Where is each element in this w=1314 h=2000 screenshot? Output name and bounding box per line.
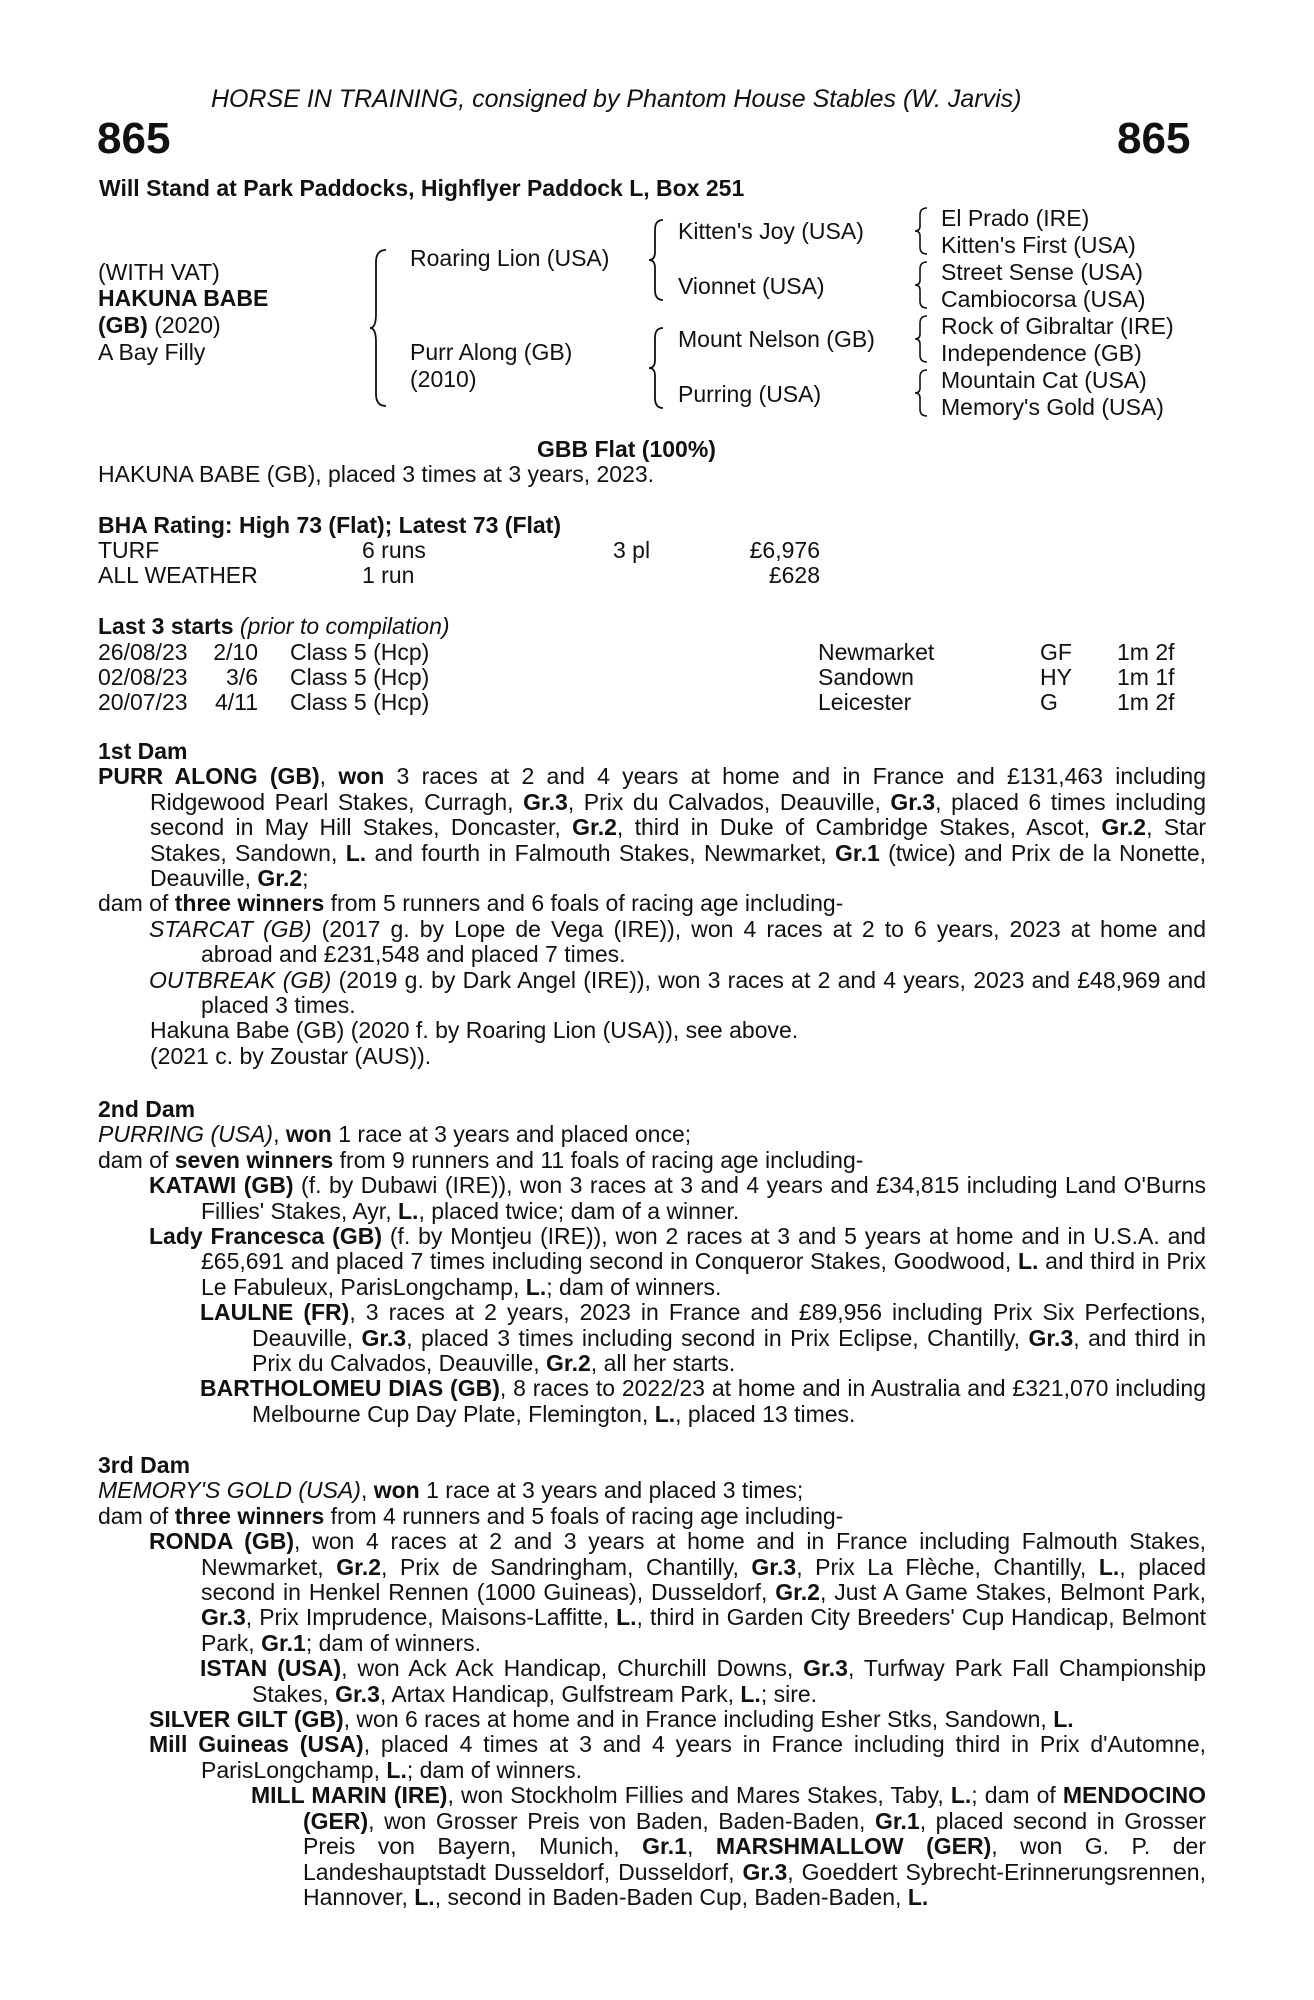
pedigree-g8: Memory's Gold (USA) xyxy=(941,394,1164,420)
pedigree-g1: El Prado (IRE) xyxy=(941,205,1090,231)
produce-name: MARSHMALLOW (GER) xyxy=(715,1833,992,1860)
produce-mill-guineas xyxy=(98,1732,1206,1783)
start-position: 2/10 xyxy=(213,639,258,665)
produce-lady-francesca xyxy=(98,1224,1206,1300)
horse-country-year xyxy=(98,313,221,338)
record-text: ; xyxy=(302,865,309,892)
consignor-line: HORSE IN TRAINING, consigned by Phantom House Stables (W. Jarvis) xyxy=(211,85,1022,113)
grade-label: Gr.3 xyxy=(890,788,936,815)
grade-label: Gr.3 xyxy=(335,1680,380,1707)
record-text: , won G. P. der Landeshauptstadt Dusseldorf, Dusseldorf, xyxy=(303,1833,1207,1885)
grade-label: Gr.3 xyxy=(361,1324,407,1351)
pedigree-dam-sire: Mount Nelson (GB) xyxy=(678,326,875,352)
start-going: GF xyxy=(1040,639,1072,665)
record-text: 3 races at 2 and 4 years at home and in France and £131,463 including Ridgewood Pearl Stakes, Curragh, xyxy=(150,763,1207,815)
horse-country: (GB) xyxy=(98,312,148,338)
first-dam-produce-summary xyxy=(98,891,1206,916)
lot-number-right: 865 xyxy=(1117,114,1191,163)
grade-label: Gr.2 xyxy=(572,814,617,841)
third-dam-section xyxy=(98,1453,1206,1910)
produce-name: LAULNE (FR) xyxy=(200,1299,350,1326)
produce-name: MENDOCINO (GER) xyxy=(303,1782,1206,1834)
gbb-flat: GBB Flat (100%) xyxy=(537,436,716,462)
record-text: , won Ack Ack Handicap, Churchill Downs, xyxy=(341,1655,804,1682)
record-text: , xyxy=(686,1833,716,1860)
rating-runs-turf: 6 runs xyxy=(362,537,426,563)
produce-name: RONDA (GB) xyxy=(149,1528,294,1555)
bha-rating: BHA Rating: High 73 (Flat); Latest 73 (Flat) xyxy=(98,512,561,538)
third-dam-record: MEMORY'S GOLD (USA), won 1 race at 3 years and placed 3 times; xyxy=(98,1477,804,1504)
grade-label: Gr.3 xyxy=(523,788,568,815)
first-dam-name: PURR ALONG (GB) xyxy=(98,763,320,790)
grade-label: L. xyxy=(414,1883,435,1910)
produce-name: MILL MARIN (IRE) xyxy=(251,1782,448,1809)
record-text: , Goeddert Sybrecht-Erinnerungsrennen, Hannover, xyxy=(303,1858,1206,1910)
record-text: (2017 g. by Lope de Vega (IRE)), won 4 races at 2 to 6 years, 2023 at home and abroad and £231,548 and placed 7 times. xyxy=(201,915,1206,968)
record-text: , won Grosser Preis von Baden, Baden-Baden, xyxy=(368,1807,875,1834)
start-date: 26/08/23 xyxy=(98,639,188,665)
second-dam-record: PURRING (USA), won 1 race at 3 years and placed once; xyxy=(98,1121,692,1148)
grade-label: Gr.3 xyxy=(201,1604,246,1631)
record-text: , placed second in Grosser Preis von Bayern, Munich, xyxy=(303,1807,1206,1860)
rating-money-turf: £6,976 xyxy=(749,537,820,563)
record-text: and third in Prix Le Fabuleux, ParisLongchamp, xyxy=(201,1248,1206,1300)
produce-silver-gilt xyxy=(98,1707,1206,1732)
grade-label: Gr.3 xyxy=(742,1858,788,1885)
grade-label: L. xyxy=(654,1400,676,1427)
record-text: , second in Baden-Baden Cup, Baden-Baden, xyxy=(434,1883,908,1910)
pedigree-brace-dam xyxy=(648,326,666,410)
rating-runs-aw: 1 run xyxy=(362,562,415,588)
grade-label: Gr.1 xyxy=(874,1807,920,1834)
record-text: , Prix La Flèche, Chantilly, xyxy=(796,1553,1099,1580)
last-starts-title: Last 3 starts xyxy=(98,613,234,639)
start-date: 20/07/23 xyxy=(98,689,188,715)
record-text: , third in Duke of Cambridge Stakes, Ascot, xyxy=(616,814,1102,841)
pedigree-brace-g4 xyxy=(914,368,930,418)
produce-starcat xyxy=(98,917,1206,968)
record-text: (f. by Montjeu (IRE)), won 2 races at 3 and 5 years at home and in U.S.A. and £65,691 and placed 7 times including second in Conqueror Stakes, Goodwood, xyxy=(201,1223,1206,1275)
record-text: , won Stockholm Fillies and Mares Stakes, Taby, xyxy=(447,1782,951,1809)
produce-name: KATAWI (GB) xyxy=(149,1172,294,1199)
record-text: (twice) and Prix de la Nonette, Deauville, xyxy=(150,839,1207,892)
pedigree-g5: Rock of Gibraltar (IRE) xyxy=(941,313,1174,339)
grade-label: L. xyxy=(616,1604,637,1631)
pedigree-brace-g2 xyxy=(914,260,930,310)
record-text: , Prix Imprudence, Maisons-Laffitte, xyxy=(245,1604,617,1631)
record-text: , and third in Prix du Calvados, Deauville, xyxy=(252,1324,1206,1377)
start-course: Newmarket xyxy=(818,639,935,665)
record-text: , third in Garden City Breeders' Cup Handicap, Belmont Park, xyxy=(201,1604,1206,1656)
third-dam-heading: 3rd Dam xyxy=(98,1452,191,1478)
record-text: , won 6 races at home and in France including Esher Stks, Sandown, xyxy=(343,1706,1054,1733)
produce-outbreak xyxy=(98,968,1206,1019)
pedigree-sire-dam: Vionnet (USA) xyxy=(678,273,825,299)
rating-surface-turf: TURF xyxy=(98,537,160,563)
stand-location: Will Stand at Park Paddocks, Highflyer Paddock L, Box 251 xyxy=(99,175,745,201)
vat-note: (WITH VAT) xyxy=(98,259,220,285)
record-text: dam of xyxy=(98,1502,175,1529)
start-race: Class 5 (Hcp) xyxy=(290,664,430,690)
start-position: 4/11 xyxy=(214,689,258,715)
won-word: won xyxy=(373,1477,420,1504)
second-dam-heading: 2nd Dam xyxy=(98,1096,196,1122)
horse-description: A Bay Filly xyxy=(98,339,206,365)
start-race: Class 5 (Hcp) xyxy=(290,689,430,715)
first-dam-section xyxy=(98,739,1206,1069)
grade-label: L. xyxy=(386,1756,407,1783)
produce-laulne xyxy=(98,1300,1206,1376)
produce-name: Mill Guineas (USA) xyxy=(149,1731,364,1758)
produce-zoustar-colt: (2021 c. by Zoustar (AUS)). xyxy=(150,1042,432,1069)
record-text: , 8 races to 2022/23 at home and in Australia and £321,070 including Melbourne Cup Day Plate, Flemington, xyxy=(252,1375,1206,1427)
produce-name: BARTHOLOMEU DIAS (GB) xyxy=(200,1375,500,1402)
pedigree-brace-g1 xyxy=(914,206,930,256)
start-course: Sandown xyxy=(818,664,914,690)
record-text: 1 race at 3 years and placed 3 times; xyxy=(419,1477,804,1504)
produce-istan xyxy=(98,1656,1206,1707)
winners-count: three winners xyxy=(174,890,325,917)
record-text: dam of xyxy=(98,890,175,917)
grade-label: Gr.3 xyxy=(751,1553,797,1580)
record-text: from 5 runners and 6 foals of racing age including- xyxy=(324,890,844,917)
pedigree-g3: Street Sense (USA) xyxy=(941,259,1143,285)
record-text: , 3 races at 2 years, 2023 in France and £89,956 including Prix Six Perfections, Deauville, xyxy=(252,1299,1207,1351)
record-text: , placed second in Henkel Rennen (1000 Guineas), Dusseldorf, xyxy=(201,1553,1206,1606)
winners-count: three winners xyxy=(174,1502,325,1529)
pedigree-sire: Roaring Lion (USA) xyxy=(410,245,610,271)
record-text: , won 4 races at 2 and 3 years at home and in France including Falmouth Stakes, Newmarket, xyxy=(201,1528,1207,1580)
won-word: won xyxy=(285,1121,332,1148)
grade-label: L. xyxy=(1053,1706,1074,1733)
pedigree-dam-year: (2010) xyxy=(410,366,477,392)
record-text: , Just A Game Stakes, Belmont Park, xyxy=(819,1579,1206,1606)
grade-label: Gr.3 xyxy=(1028,1324,1074,1351)
second-dam-section xyxy=(98,1097,1206,1427)
grade-label: L. xyxy=(345,839,367,866)
start-distance: 1m 2f xyxy=(1117,689,1175,715)
produce-mill-marin xyxy=(98,1783,1206,1910)
pedigree-dam-dam: Purring (USA) xyxy=(678,381,822,407)
grade-label: Gr.3 xyxy=(803,1655,848,1682)
grade-label: Gr.1 xyxy=(642,1833,687,1860)
third-dam-name: MEMORY'S GOLD (USA) xyxy=(98,1477,361,1504)
produce-katawi xyxy=(98,1173,1206,1224)
pedigree-brace-main xyxy=(370,248,390,408)
start-going: HY xyxy=(1040,664,1072,690)
record-text: ; dam of winners. xyxy=(546,1273,722,1300)
grade-label: L. xyxy=(1017,1248,1039,1275)
grade-label: Gr.2 xyxy=(1101,814,1147,841)
pedigree-g4: Cambiocorsa (USA) xyxy=(941,286,1146,312)
start-going: G xyxy=(1040,689,1058,715)
grade-label: Gr.2 xyxy=(775,1579,820,1606)
start-course: Leicester xyxy=(818,689,912,715)
produce-ronda xyxy=(98,1529,1206,1656)
record-text: , Artax Handicap, Gulfstream Park, xyxy=(379,1680,741,1707)
produce-name: SILVER GILT (GB) xyxy=(149,1706,344,1733)
pedigree-g2: Kitten's First (USA) xyxy=(941,232,1136,258)
grade-label: Gr.1 xyxy=(261,1629,306,1656)
record-text: , placed 6 times including second in May Hill Stakes, Doncaster, xyxy=(150,788,1206,841)
rating-placed-turf: 3 pl xyxy=(613,537,651,563)
grade-label: L. xyxy=(1098,1553,1120,1580)
record-text: dam of xyxy=(98,1146,175,1173)
record-text: ; dam of winners. xyxy=(305,1629,481,1656)
rating-money-aw: £628 xyxy=(768,562,820,588)
record-text: (2019 g. by Dark Angel (IRE)), won 3 races at 2 and 4 years, 2023 and £48,969 and placed 3 times. xyxy=(201,966,1206,1019)
horse-year: (2020) xyxy=(147,312,221,338)
record-text: , Prix du Calvados, Deauville, xyxy=(567,788,891,815)
placed-summary: HAKUNA BABE (GB), placed 3 times at 3 years, 2023. xyxy=(98,461,655,487)
record-text: from 9 runners and 11 foals of racing age including- xyxy=(333,1146,864,1173)
rating-surface-aw: ALL WEATHER xyxy=(98,562,258,588)
pedigree-g6: Independence (GB) xyxy=(941,340,1142,366)
pedigree-dam-name: Purr Along (GB) xyxy=(410,339,573,365)
record-text: 1 race at 3 years and placed once; xyxy=(331,1121,692,1148)
lot-number-left: 865 xyxy=(97,114,171,163)
last-starts-note: (prior to compilation) xyxy=(233,613,450,639)
pedigree-brace-g3 xyxy=(914,314,930,364)
start-distance: 1m 2f xyxy=(1117,639,1175,665)
produce-name: OUTBREAK (GB) xyxy=(149,966,332,993)
produce-name: Lady Francesca (GB) xyxy=(149,1223,382,1250)
winners-count: seven winners xyxy=(174,1146,334,1173)
pedigree-g7: Mountain Cat (USA) xyxy=(941,367,1147,393)
produce-bartholomeu-dias xyxy=(98,1376,1206,1427)
record-text: ; sire. xyxy=(760,1680,818,1707)
pedigree-sire-sire: Kitten's Joy (USA) xyxy=(678,218,864,244)
pedigree-brace-sire xyxy=(648,218,666,302)
record-text: ; dam of winners. xyxy=(406,1756,582,1783)
second-dam-name: PURRING (USA) xyxy=(98,1121,274,1148)
record-text: , placed 13 times. xyxy=(675,1400,856,1427)
produce-hakuna-babe: Hakuna Babe (GB) (2020 f. by Roaring Lion (USA)), see above. xyxy=(150,1017,799,1044)
produce-name: STARCAT (GB) xyxy=(149,915,312,942)
produce-name: ISTAN (USA) xyxy=(200,1655,342,1682)
horse-name: HAKUNA BABE xyxy=(98,285,269,311)
third-dam-produce-summary xyxy=(98,1504,1206,1529)
start-distance: 1m 1f xyxy=(1117,664,1175,690)
grade-label: L. xyxy=(397,1197,419,1224)
grade-label: L. xyxy=(525,1273,547,1300)
start-date: 02/08/23 xyxy=(98,664,188,690)
last-starts-heading xyxy=(98,614,450,639)
won-word: won xyxy=(338,763,385,790)
grade-label: Gr.2 xyxy=(336,1553,382,1580)
record-text: , Prix de Sandringham, Chantilly, xyxy=(381,1553,752,1580)
record-text: ; dam of xyxy=(971,1782,1063,1809)
record-text: , placed twice; dam of a winner. xyxy=(418,1197,740,1224)
grade-label: L. xyxy=(950,1782,972,1809)
start-position: 3/6 xyxy=(226,664,258,690)
record-text: , Turfway Park Fall Championship Stakes, xyxy=(252,1655,1206,1707)
grade-label: Gr.2 xyxy=(546,1350,591,1377)
record-text: , Star Stakes, Sandown, xyxy=(150,814,1207,866)
record-text: (f. by Dubawi (IRE)), won 3 races at 3 and 4 years and £34,815 including Land O'Burns Fillies' Stakes, Ayr, xyxy=(201,1172,1206,1224)
record-text: , placed 4 times at 3 and 4 years in France including third in Prix d'Automne, ParisLongchamp, xyxy=(201,1731,1207,1783)
record-text: and fourth in Falmouth Stakes, Newmarket, xyxy=(366,839,835,866)
first-dam-heading: 1st Dam xyxy=(98,738,188,764)
start-race: Class 5 (Hcp) xyxy=(290,639,430,665)
grade-label: Gr.1 xyxy=(835,839,880,866)
grade-label: L. xyxy=(907,1883,929,1910)
record-text: from 4 runners and 5 foals of racing age including- xyxy=(324,1502,844,1529)
grade-label: L. xyxy=(740,1680,761,1707)
record-text: , all her starts. xyxy=(590,1350,736,1377)
record-text: , placed 3 times including second in Prix Eclipse, Chantilly, xyxy=(406,1324,1029,1351)
first-dam-record: PURR ALONG (GB), won 3 races at 2 and 4 years at home and in France and £131,463 including Ridgewood Pearl Stakes, Curragh, Gr.3, Prix du Calvados, Deauville, Gr.3, placed 6 times including second in May Hill Stakes, Doncaster, Gr.2, third in Duke of Cambridge Stakes, Ascot, Gr.2, Star Stakes, Sandown, L. and fourth in Falmouth Stakes, Newmarket, Gr.1 (twice) and Prix de la Nonette, Deauville, Gr.2; xyxy=(98,763,1207,892)
second-dam-produce-summary xyxy=(98,1148,1206,1173)
grade-label: Gr.2 xyxy=(257,865,303,892)
